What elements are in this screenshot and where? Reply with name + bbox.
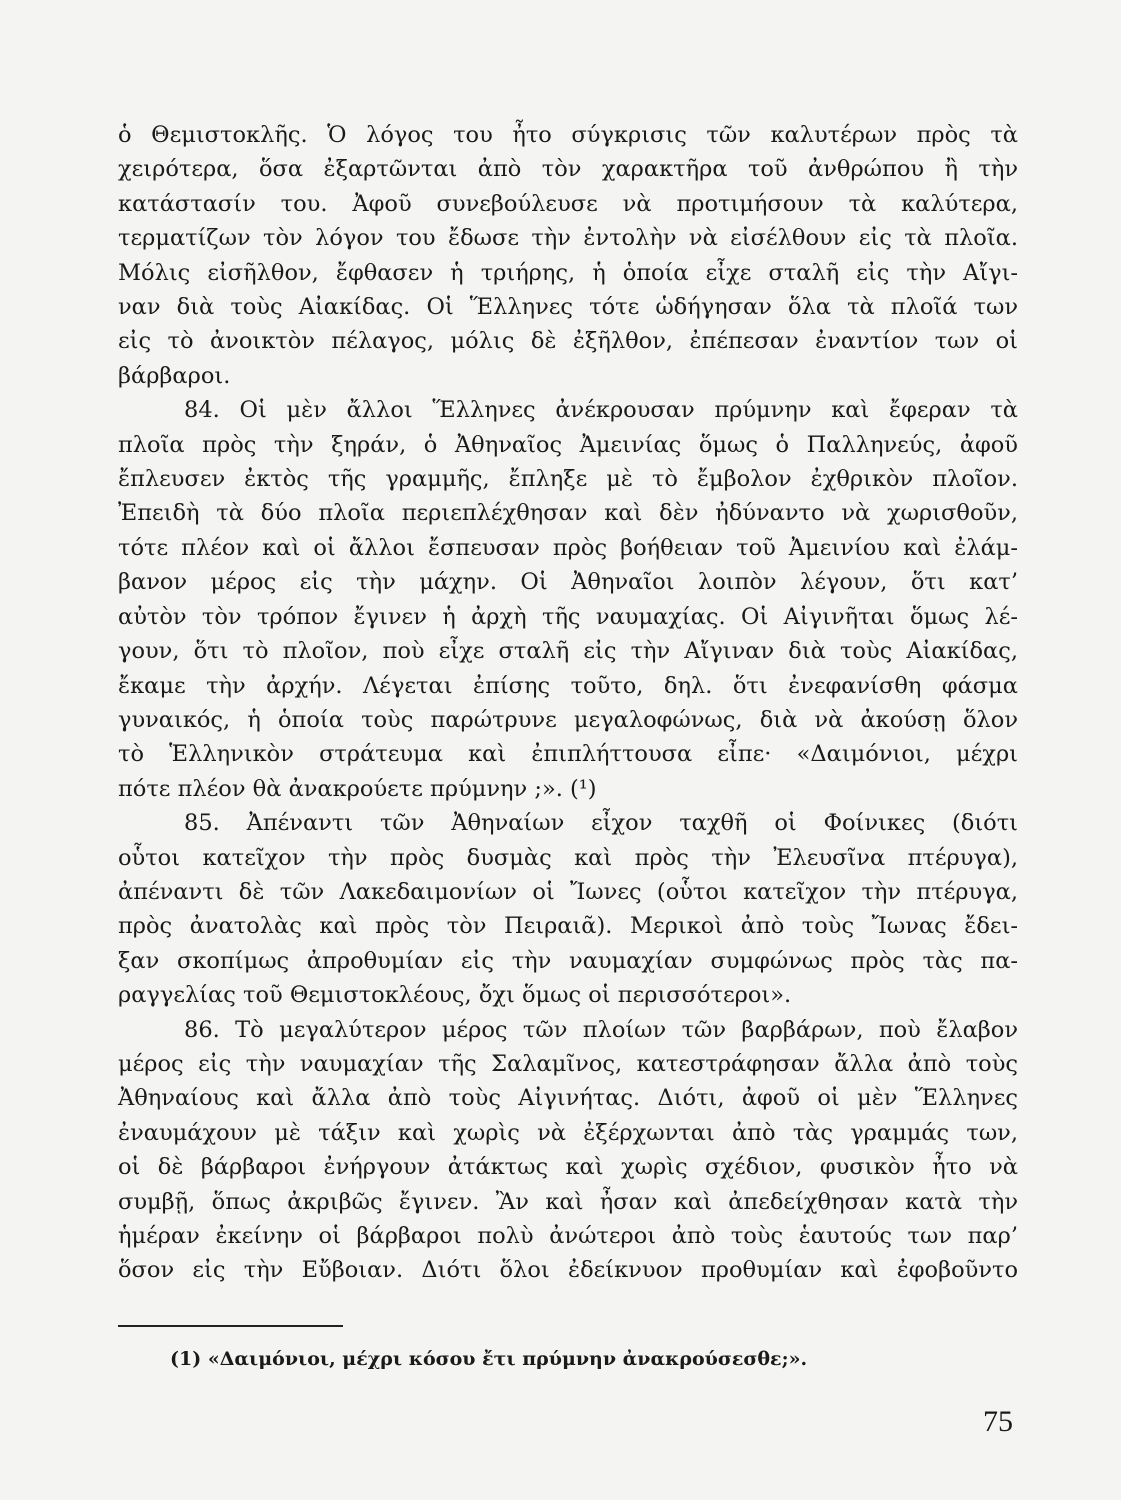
page-number: 75 [983,1405,1013,1438]
text-line: ἀπέναντι δὲ τῶν Λακεδαιμονίων οἱ Ἴωνες (οὗτοι κατεῖχον τὴν πτέρυγα, [118,878,1018,905]
text-line: ἔκαμε τὴν ἀρχήν. Λέγεται ἐπίσης τοῦτο, δηλ. ὅτι ἐνεφανίσθη φάσμα [118,672,1018,699]
text-line: ὅσον εἰς τὴν Εὔβοιαν. Διότι ὅλοι ἐδείκνυον προθυμίαν καὶ ἐφοβοῦντο [118,1257,1018,1284]
text-line: γουν, ὅτι τὸ πλοῖον, ποὺ εἶχε σταλῆ εἰς τὴν Αἴγιναν διὰ τοὺς Αἰακίδας, [118,638,1018,665]
text-line: ὁ Θεμιστοκλῆς. Ὁ λόγος του ἦτο σύγκρισις τῶν καλυτέρων πρὸς τὰ [118,122,1018,148]
text-line: τότε πλέον καὶ οἱ ἄλλοι ἔσπευσαν πρὸς βοήθειαν τοῦ Ἀμεινίου καὶ ἐλάμ- [118,534,1018,561]
text-line: βάρβαροι. [118,362,231,389]
section-86-start: 86. Τὸ μεγαλύτερον μέρος τῶν πλοίων τῶν βαρβάρων, ποὺ ἔλαβον [184,1016,1018,1043]
text-line: ἡμέραν ἐκείνην οἱ βάρβαροι πολὺ ἀνώτεροι ἀπὸ τοὺς ἑαυτούς των παρ’ [118,1223,1018,1249]
text-line: μέρος εἰς τὴν ναυμαχίαν τῆς Σαλαμῖνος, κατεστράφησαν ἄλλα ἀπὸ τοὺς [118,1050,1018,1077]
text-line: εἰς τὸ ἀνοικτὸν πέλαγος, μόλις δὲ ἐξῆλθον, ἐπέπεσαν ἐναντίον των οἱ [118,328,1018,355]
body-text [118,118,1018,1288]
text-line: Μόλις εἰσῆλθον, ἔφθασεν ἡ τριήρης, ἡ ὁποία εἶχε σταλῆ εἰς τὴν Αἴγι- [118,259,1018,286]
text-line: οὗτοι κατεῖχον τὴν πρὸς δυσμὰς καὶ πρὸς τὴν Ἐλευσῖνα πτέρυγα), [118,844,1018,871]
footnote: (1) «Δαιμόνιοι, μέχρι κόσου ἔτι πρύμνην ἀνακρούσεσθε;». [170,1348,808,1370]
text-line: οἱ δὲ βάρβαροι ἐνήργουν ἀτάκτως καὶ χωρὶς σχέδιον, φυσικὸν ἦτο νὰ [118,1154,1018,1181]
text-line: τὸ Ἑλληνικὸν στράτευμα καὶ ἐπιπλήττουσα εἶπε· «Δαιμόνιοι, μέχρι [118,741,1018,768]
footnote-divider [118,1325,343,1327]
text-line: βανον μέρος εἰς τὴν μάχην. Οἱ Ἀθηναῖοι λοιπὸν λέγουν, ὅτι κατ’ [118,569,1018,596]
text-line: πρὸς ἀνατολὰς καὶ πρὸς τὸν Πειραιᾶ). Μερικοὶ ἀπὸ τοὺς Ἴωνας ἔδει- [118,913,1018,940]
text-line: τερματίζων τὸν λόγον του ἔδωσε τὴν ἐντολὴν νὰ εἰσέλθουν εἰς τὰ πλοῖα. [118,225,1018,252]
section-85-start: 85. Ἀπέναντι τῶν Ἀθηναίων εἶχον ταχθῆ οἱ Φοίνικες (διότι [184,810,1018,837]
text-line: Ἀθηναίους καὶ ἄλλα ἀπὸ τοὺς Αἰγινήτας. Διότι, ἀφοῦ οἱ μὲν Ἕλληνες [118,1085,1018,1112]
text-line: αὐτὸν τὸν τρόπον ἔγινεν ἡ ἀρχὴ τῆς ναυμαχίας. Οἱ Αἰγινῆται ὅμως λέ- [118,603,1018,630]
text-line: χειρότερα, ὅσα ἐξαρτῶνται ἀπὸ τὸν χαρακτῆρα τοῦ ἀνθρώπου ἢ τὴν [118,156,1018,183]
section-84-start: 84. Οἱ μὲν ἄλλοι Ἕλληνες ἀνέκρουσαν πρύμνην καὶ ἔφεραν τὰ [184,397,1018,424]
text-line: πλοῖα πρὸς τὴν ξηράν, ὁ Ἀθηναῖος Ἀμεινίας ὅμως ὁ Παλληνεύς, ἀφοῦ [118,431,1018,458]
text-line: συμβῇ, ὅπως ἀκριβῶς ἔγινεν. Ἂν καὶ ἦσαν καὶ ἀπεδείχθησαν κατὰ τὴν [118,1188,1018,1215]
text-line: ἔπλευσεν ἐκτὸς τῆς γραμμῆς, ἔπληξε μὲ τὸ ἔμβολον ἐχθρικὸν πλοῖον. [118,466,1018,493]
text-line: κατάστασίν του. Ἀφοῦ συνεβούλευσε νὰ προτιμήσουν τὰ καλύτερα, [118,190,1018,217]
text-line: Ἐπειδὴ τὰ δύο πλοῖα περιεπλέχθησαν καὶ δὲν ἠδύναντο νὰ χωρισθοῦν, [118,500,1018,527]
text-line: ναν διὰ τοὺς Αἰακίδας. Οἱ Ἕλληνες τότε ὡδήγησαν ὅλα τὰ πλοῖά των [118,294,1018,321]
text-line: ξαν σκοπίμως ἀπροθυμίαν εἰς τὴν ναυμαχίαν συμφώνως πρὸς τὰς πα- [118,947,1018,974]
text-line: ἐναυμάχουν μὲ τάξιν καὶ χωρὶς νὰ ἐξέρχωνται ἀπὸ τὰς γραμμάς των, [118,1119,1018,1146]
text-line: γυναικός, ἡ ὁποία τοὺς παρώτρυνε μεγαλοφώνως, διὰ νὰ ἀκούσῃ ὅλον [118,706,1018,733]
text-line: πότε πλέον θὰ ἀνακρούετε πρύμνην ;». (¹) [118,775,597,802]
text-line: ραγγελίας τοῦ Θεμιστοκλέους, ὄχι ὅμως οἱ περισσότεροι». [118,982,792,1009]
